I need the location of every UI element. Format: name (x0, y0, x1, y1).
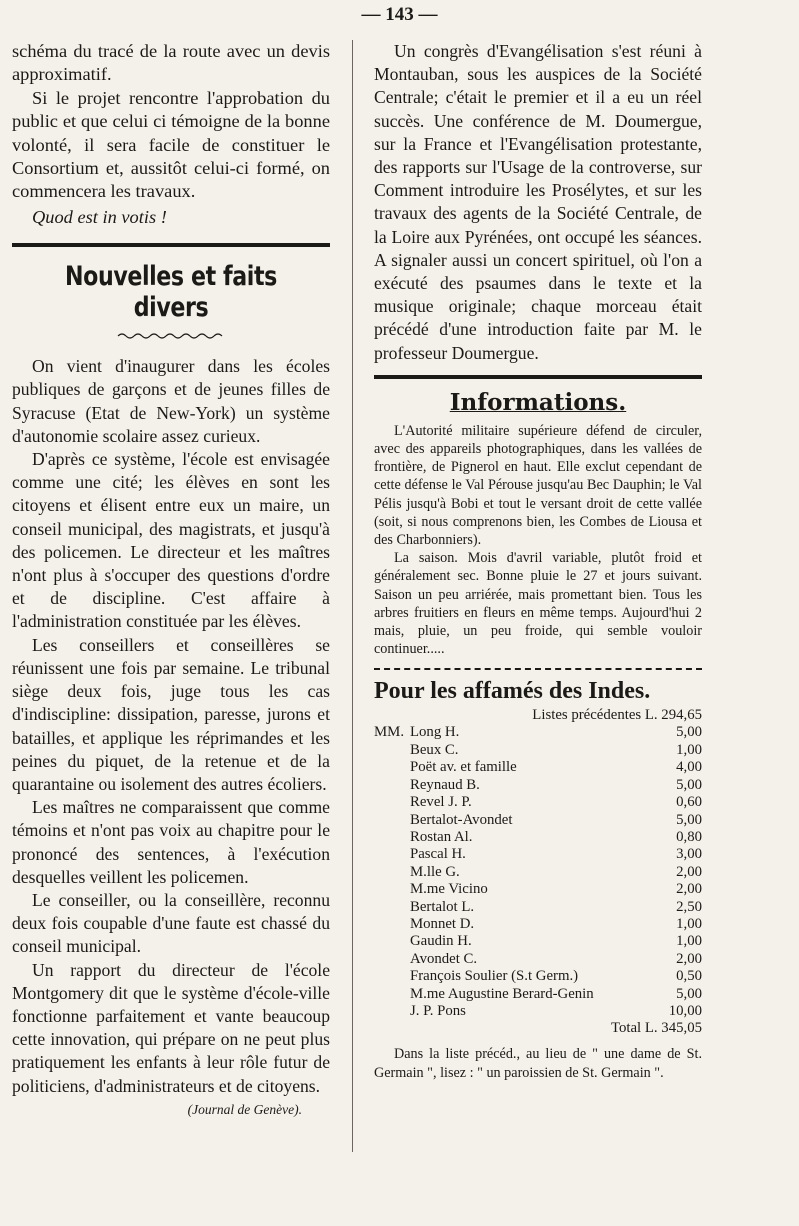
donation-prefix (374, 1003, 410, 1020)
donation-prefix (374, 742, 410, 759)
donation-amount: 0,50 (676, 968, 702, 985)
donation-amount: 2,50 (676, 898, 702, 915)
intro-paragraph-1: schéma du tracé de la route avec un devis approximatif. (12, 41, 330, 85)
affames-title: Pour les affamés des Indes. (374, 678, 651, 705)
donation-amount: 1,00 (676, 933, 702, 950)
donation-prefix (374, 951, 410, 968)
donation-prefix (374, 968, 410, 985)
donation-name: Avondet C. (410, 950, 478, 967)
donation-name: Revel J. P. (410, 794, 472, 811)
donation-amount: 1,00 (676, 915, 702, 932)
donation-name: Poët av. et famille (410, 759, 517, 776)
donation-prefix (374, 899, 410, 916)
donation-row (374, 829, 702, 846)
donation-prefix (374, 777, 410, 794)
donation-amount: 5,00 (676, 811, 702, 828)
page-number: — 143 — (361, 4, 438, 25)
donation-row (374, 759, 702, 776)
donation-amount: 3,00 (676, 846, 702, 863)
affames-divider (374, 668, 702, 670)
intro-paragraph-2: Si le projet rencontre l'approbation du public et que celui ci témoigne de la bonne volonté, il sera facile de constituer le Consortium et, aussitôt celui-ci formé, on commencera les travaux. (12, 87, 330, 202)
donation-prefix (374, 846, 410, 863)
donation-name: Beux C. (410, 741, 459, 758)
donation-prefix (374, 864, 410, 881)
donation-row (374, 724, 702, 741)
ornament-divider (116, 331, 226, 341)
donation-row (374, 933, 702, 950)
donation-amount: 0,60 (676, 794, 702, 811)
donation-amount: 2,00 (676, 863, 702, 880)
column-separator (352, 40, 353, 1152)
donation-row (374, 742, 702, 759)
correction-note: Dans la liste précéd., au lieu de " une dame de St. Germain ", lisez : " un paroissien de St. Germain ". (374, 1046, 702, 1081)
news-paragraph-2: D'après ce système, l'école est envisagée comme une cité; les élèves en sont les citoyens et élisent entre eux un maire, un conseil municipal, des magistrats, et jusqu'à des policemen. Le directeur et les maîtres n'ont plus à s'occuper des questions d'ordre et de discipline. C'est affaire à l'administration constituée par les élèves. (12, 449, 330, 632)
donation-prefix (374, 759, 410, 776)
donation-row (374, 846, 702, 863)
info-divider (374, 375, 702, 379)
donation-row (374, 812, 702, 829)
donation-prefix (374, 933, 410, 950)
source-credit: (Journal de Genève). (187, 1101, 302, 1117)
donation-row (374, 794, 702, 811)
donation-prefix (374, 881, 410, 898)
info-paragraph-2: La saison. Mois d'avril variable, plutôt froid et généralement sec. Bonne pluie le 27 et jours suivant. Saison un peu arriérée, mais promettant bien. Tous les arbres fruitiers en fleurs en même temps. Aujourd'hui 2 mais, pluie, un peu froide, qui semble vouloir continuer..... (374, 550, 702, 658)
donation-prefix (374, 916, 410, 933)
news-paragraph-3: Les conseillers et conseillères se réunissent une fois par semaine. Le tribunal siège deux fois, juge tous les cas d'indiscipline: dissipation, paresse, jurons et batailles, et applique les réprimandes et les peines du piquet, de la retenue et de la quarantaine ou isolement des autres écoliers. (12, 634, 330, 794)
donation-name: François Soulier (S.t Germ.) (410, 968, 579, 985)
news-paragraph-5: Le conseiller, ou la conseillère, reconnu deux fois coupable d'une faute est chassé du conseil municipal. (12, 889, 330, 957)
donation-name: Pascal H. (410, 846, 466, 863)
donation-name: Bertalot L. (410, 898, 475, 915)
donation-amount: 0,80 (676, 828, 702, 845)
donation-row (374, 951, 702, 968)
left-column (12, 40, 330, 1118)
donation-row (374, 986, 702, 1003)
donation-row (374, 864, 702, 881)
donation-name: Gaudin H. (410, 933, 472, 950)
section-divider (12, 243, 330, 247)
donation-table (374, 724, 702, 1020)
donation-amount: 5,00 (676, 985, 702, 1002)
donation-amount: 10,00 (668, 1002, 702, 1019)
donation-name: Long H. (410, 724, 460, 741)
donation-row (374, 899, 702, 916)
congres-paragraph: Un congrès d'Evangélisation s'est réuni à Montauban, sous les auspices de la Société Centrale; c'était le premier et il a eu un réel succès. Une conférence de M. Doumergue, sur la France et l'Evangélisation protestante, des rapports sur l'Usage de la controverse, sur Comment introduire les Prosélytes, et sur les travaux des agents de la Société Centrale, de la Loire aux Pyrénées, ont occupé les séances. A signaler aussi un concert spirituel, où l'on a exécuté des psaumes dans le texte et la musique originale; chaque morceau était précédé d'une introduction faite par M. le professeur Doumergue. (374, 41, 702, 363)
donation-name: Monnet D. (410, 915, 475, 932)
donation-row (374, 777, 702, 794)
donation-amount: 2,00 (676, 950, 702, 967)
donation-row (374, 916, 702, 933)
news-paragraph-1: On vient d'inaugurer dans les écoles publiques de garçons et de jeunes filles de Syracuse (Etat de New-York) un système d'autonomie scolaire assez curieux. (12, 356, 330, 446)
donation-amount: 1,00 (676, 741, 702, 758)
donation-name: J. P. Pons (410, 1002, 466, 1019)
donation-row (374, 968, 702, 985)
donation-name: Reynaud B. (410, 776, 480, 793)
donation-prefix (374, 829, 410, 846)
donation-name: Bertalot-Avondet (410, 811, 513, 828)
donation-name: M.me Augustine Berard-Genin (410, 985, 594, 1002)
donation-amount: 2,00 (676, 881, 702, 898)
right-column (374, 40, 702, 1083)
donation-prefix: MM. (374, 724, 405, 741)
donation-prefix (374, 812, 410, 829)
donation-row (374, 881, 702, 898)
previous-lists: Listes précédentes L. 294,65 (532, 707, 702, 724)
donation-prefix (374, 986, 410, 1003)
donation-name: M.me Vicino (410, 881, 488, 898)
donation-amount: 5,00 (676, 776, 702, 793)
donation-amount: 4,00 (676, 759, 702, 776)
donation-amount: 5,00 (676, 724, 702, 741)
donation-name: M.lle G. (410, 863, 460, 880)
donation-name: Rostan Al. (410, 828, 473, 845)
info-title: Informations. (449, 388, 627, 416)
donation-total: Total L. 345,05 (610, 1020, 702, 1037)
news-paragraph-4: Les maîtres ne comparaissent que comme témoins et n'ont pas voix au chapitre pour le prononcé des sentences, à l'exécution desquelles veillent les policemen. (12, 797, 330, 887)
donation-row (374, 1003, 702, 1020)
donation-prefix (374, 794, 410, 811)
closing-phrase: Quod est in votis ! (32, 206, 167, 227)
section-title: Nouvelles et faits divers (65, 261, 277, 324)
news-paragraph-6: Un rapport du directeur de l'école Montgomery dit que le système d'école-ville fonctionne parfaitement et vante beaucoup cette innovation, qui prépare on ne peut plus pratiquement les enfants à leur rôle futur de politiciens, d'administrateurs et de citoyens. (12, 959, 330, 1096)
info-paragraph-1: L'Autorité militaire supérieure défend de circuler, avec des appareils photographiques, dans les vallées de frontière, de Pignerol en haut. Elle exclut cependant de cette défense le Val Pérouse jusqu'au Bec Dauphin; le Val Pélis jusqu'à Bobi et tout le versant droit de cette vallée (soit, si nous comprenons bien, les Combes de Liousa et des Charbonniers). (374, 422, 702, 549)
